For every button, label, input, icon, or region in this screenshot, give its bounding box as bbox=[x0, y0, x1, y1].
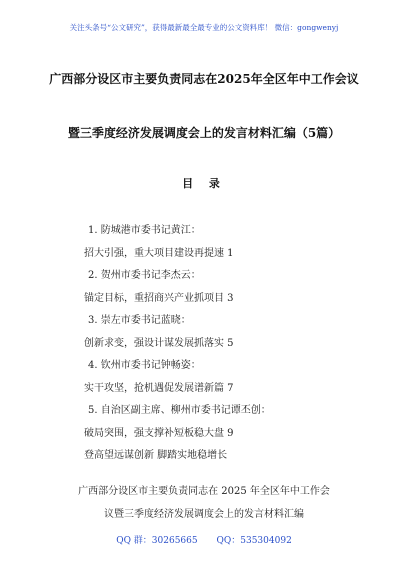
toc-item-heading: 1. 防城港市委书记黄江： bbox=[88, 225, 201, 236]
toc-item-heading: 2. 贺州市委书记李杰云： bbox=[88, 270, 201, 281]
toc-item-entry: 登高望远谋创新 脚踏实地稳增长 bbox=[84, 450, 228, 461]
contact-line bbox=[0, 533, 408, 546]
toc-item-entry: 破局突围，强支撑补短板稳大盘 9 bbox=[84, 427, 234, 439]
toc-item-heading: 4. 钦州市委书记钟畅姿： bbox=[88, 360, 201, 371]
toc-item-entry: 实干攻坚，抢机遇促发展谱新篇 7 bbox=[84, 382, 234, 394]
toc-item-heading: 3. 崇左市委书记蓝晓： bbox=[88, 315, 191, 326]
header-promo-note: 关注头条号“公文研究”，获得最新最全最专业的公文资料库！ 微信：gongwenyj bbox=[69, 23, 339, 32]
qq-number: QQ：535304092 bbox=[216, 536, 292, 546]
document-title-line-1: 广西部分设区市主要负责同志在2025年全区年中工作会议 bbox=[49, 72, 359, 86]
toc-item-entry: 创新求变，强设计谋发展抓落实 5 bbox=[84, 337, 234, 349]
toc-heading: 目 录 bbox=[182, 177, 226, 190]
qq-group: QQ 群：30265665 bbox=[116, 536, 198, 546]
footer-title-line-2: 议暨三季度经济发展调度会上的发言材料汇编 bbox=[104, 509, 304, 520]
document-title-line-2: 暨三季度经济发展调度会上的发言材料汇编（5篇） bbox=[67, 126, 341, 140]
footer-title-line-1: 广西部分设区市主要负责同志在 2025 年全区年中工作会 bbox=[78, 486, 330, 497]
toc-item-heading: 5. 自治区副主席、柳州市委书记谭丕创： bbox=[88, 405, 271, 416]
toc-item-entry: 招大引强，重大项目建设再提速 1 bbox=[84, 247, 234, 259]
table-of-contents bbox=[84, 220, 271, 468]
toc-item-entry: 锚定目标，重招商兴产业抓项目 3 bbox=[84, 292, 234, 304]
